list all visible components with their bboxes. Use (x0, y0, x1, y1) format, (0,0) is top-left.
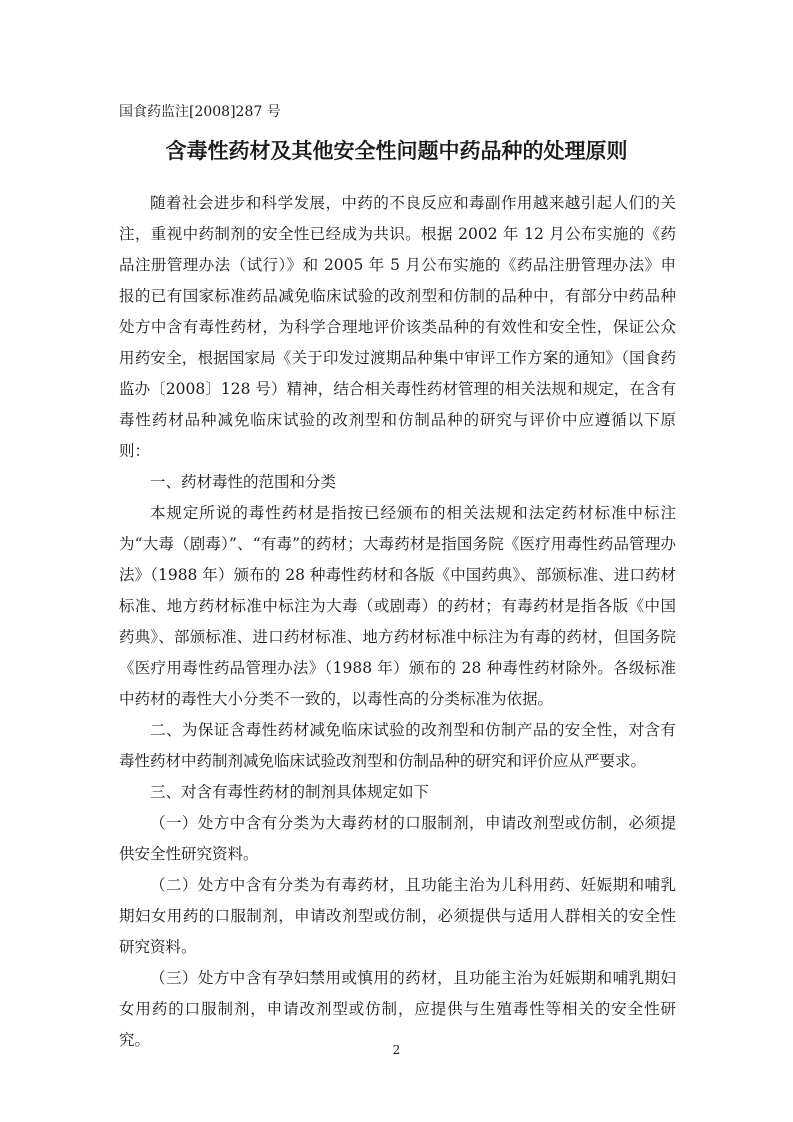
page-number: 2 (392, 1043, 401, 1057)
rule-item-2: （二）处方中含有分类为有毒药材，且功能主治为儿科用药、妊娠期和哺乳期妇女用药的口服制剂，申请改剂型或仿制，必须提供与适用人群相关的安全性研究资料。 (119, 876, 676, 956)
document-title: 含毒性药材及其他安全性问题中药品种的处理原则 (165, 139, 628, 163)
intro-paragraph: 随着社会进步和科学发展，中药的不良反应和毒副作用越来越引起人们的关注，重视中药制剂的安全性已经成为共识。根据 2002 年 12 月公布实施的《药品注册管理办法（试行）》和 2005 年 5 月公布实施的《药品注册管理办法》申报的已有国家标准药品减免临床试验的改剂型和仿制的品种中，有部分中药品种处方中含有毒性药材，为科学合理地评价该类品种的有效性和安全性，保证公众用药安全，根据国家局《关于印发过渡期品种集中审评工作方案的通知》（国食药监办〔2008〕128 号）精神，结合相关毒性药材管理的相关法规和规定，在含有毒性药材品种减免临床试验的改剂型和仿制品种的研究与评价中应遵循以下原则： (119, 194, 676, 460)
document-number: 国食药监注[2008]287 号 (119, 104, 281, 120)
rule-item-3: （三）处方中含有孕妇禁用或慎用的药材，且功能主治为妊娠期和哺乳期妇女用药的口服制剂，申请改剂型或仿制，应提供与生殖毒性等相关的安全性研究。 (119, 969, 676, 1049)
section-1-paragraph: 本规定所说的毒性药材是指按已经颁布的相关法规和法定药材标准中标注为“大毒（剧毒）”、“有毒”的药材；大毒药材是指国务院《医疗用毒性药品管理办法》（1988 年）颁布的 28 种毒性药材和各版《中国药典》、部颁标准、进口药材标准、地方药材标准中标注为大毒（或剧毒）的药材；有毒药材是指各版《中国药典》、部颁标准、进口药材标准、地方药材标准中标注为有毒的药材，但国务院《医疗用毒性药品管理办法》（1988 年）颁布的 28 种毒性药材除外。各级标准中药材的毒性大小分类不一致的，以毒性高的分类标准为依据。 (119, 504, 676, 708)
section-heading-3: 三、对含有毒性药材的制剂具体规定如下 (150, 783, 430, 801)
rule-item-1: （一）处方中含有分类为大毒药材的口服制剂，申请改剂型或仿制，必须提供安全性研究资料。 (119, 814, 676, 863)
document-body (119, 188, 676, 1056)
section-heading-1: 一、药材毒性的范围和分类 (150, 473, 337, 491)
section-heading-2: 二、为保证含毒性药材减免临床试验的改剂型和仿制产品的安全性，对含有毒性药材中药制剂减免临床试验改剂型和仿制品种的研究和评价应从严要求。 (119, 721, 676, 770)
